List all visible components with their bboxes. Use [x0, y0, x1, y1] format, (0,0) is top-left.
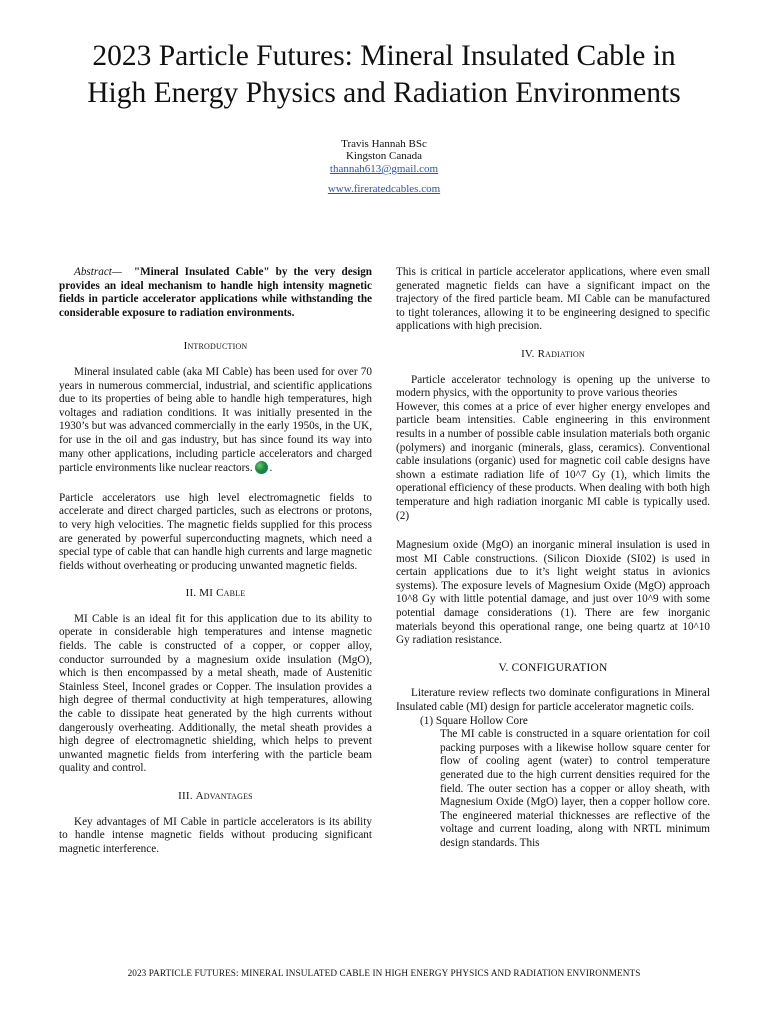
abstract-text: "Mineral Insulated Cable" by the very design provides an ideal mechanism to handle high intensity magnetic fields in particle accelerator applications while withstanding the considerable exposure to radiation environments. — [59, 266, 373, 319]
list-item-body: The MI cable is constructed in a square orientation for coil packing purposes with a likewise hollow square center for flow of cooling agent (water) to control temperature generated due to the high current densities required for the field. The outer section has a copper or alloy sheath, with Magnesium Oxide (MgO) layer, then a copper hollow core. The engineered material thicknesses are reflective of the voltage and current loading, along with NRTL minimum design standards. This — [440, 728, 710, 849]
right-intro-paragraph: This is critical in particle accelerator applications, where even small generated magnetic fields can have a significant impact on the trajectory of the fired particle beam. MI Cable can be manufactured to tight tolerances, allowing it to be engineering designed to specific applications with high precision. — [396, 266, 710, 333]
title-line-2: High Energy Physics and Radiation Environments — [87, 77, 681, 109]
title-line-1: 2023 Particle Futures: Mineral Insulated Cable in — [92, 40, 676, 72]
page-footer: 2023 PARTICLE FUTURES: MINERAL INSULATED CABLE IN HIGH ENERGY PHYSICS AND RADIATION ENVIRONMENTS — [127, 968, 641, 978]
radiation-paragraph-3: Magnesium oxide (MgO) an inorganic mineral insulation is used in most MI Cable constructions. (Silicon Dioxide (SI02) is used in certain applications due to it’s light weight status in avionics systems). The exposure levels of Magnesium Oxide (MgO) approach 10^8 Gy with little potential damage, and just over 10^9 with some potential damage considerations (1). There are few inorganic materials beyond this operational range, one being quartz at 10^10 Gy radiation resistance. — [396, 539, 710, 647]
mi-cable-paragraph: MI Cable is an ideal fit for this application due to its ability to operate in considerable high temperatures and intense magnetic fields. The cable is constructed of a copper, or copper alloy, conductor surrounded by a magnesium oxide insulation (MgO), which is then encompassed by a metal sheath, made of Austenitic Stainless Steel, Inconel grades or Copper. The insulation provides a high degree of thermal conductivity at high temperatures, allowing the cable to dissipate heat generated by the high currents without dangerously overheating. Additionally, the metal sheath provides a high degree of electromagnetic shielding, which helps to prevent unwanted magnetic fields from interfering with the particle beam quality and control. — [59, 612, 372, 775]
author-email-link[interactable]: thannah613@gmail.com — [329, 163, 439, 175]
author-name: Travis Hannah BSc — [341, 138, 427, 150]
configuration-heading: V. CONFIGURATION — [498, 661, 608, 674]
radiation-paragraph-2: However, this comes at a price of ever higher energy envelopes and particle beam intensities. Cable engineering in this environment results in a number of possible cable insulation materials both organic (polymers) and inorganic (minerals, glass, ceramics). Conventional cable insulations (organic) used for magnetic coil cable designs have shown a estimate radiation life of 10^7 Gy (1), which limits the operational efficiency of these products. When dealing with both high temperature and high radiation inorganic MI cable is typically used. (2) — [396, 400, 710, 522]
advantages-heading: III. Advantages — [178, 790, 253, 802]
globe-icon — [255, 461, 268, 474]
mi-cable-heading: II. MI Cable — [185, 587, 246, 600]
radiation-heading: IV. Radiation — [521, 347, 585, 360]
right-column — [396, 266, 710, 851]
introduction-heading: Introduction — [183, 340, 248, 353]
advantages-paragraph: Key advantages of MI Cable in particle accelerators is its ability to handle intense magnetic fields without producing significant magnetic interference. — [59, 815, 372, 855]
paper-title — [40, 38, 728, 112]
author-location: Kingston Canada — [345, 150, 423, 162]
introduction-paragraph-2: Particle accelerators use high level electromagnetic fields to accelerate and direct charged particles, such as electrons or protons, to very high velocities. The magnetic fields supplied for this process are generated by powerful superconducting magnets, which need a special type of cable that can handle high currents and large magnetic fields without overheating or producing unwanted magnetic fields. — [59, 491, 372, 572]
introduction-paragraph-1: Mineral insulated cable (aka MI Cable) has been used for over 70 years in numerous commercial, industrial, and scientific applications due to its properties of being able to handle high temperatures, high voltages and radiation conditions. It was initially presented in the 1930’s but was advanced commercially in the early 1950s, in the UK, for use in the oil and gas industry, but has since found its way into many other applications, including particle accelerators and charged particle environments like nuclear reactors. . — [59, 365, 372, 475]
abstract-lead: Abstract— — [74, 266, 122, 278]
list-item-label: (1) Square Hollow Core — [420, 714, 528, 727]
abstract — [59, 266, 372, 320]
author-website-link[interactable]: www.fireratedcables.com — [327, 183, 441, 195]
radiation-paragraph-1: Particle accelerator technology is opening up the universe to modern physics, with the opportunity to prove various theories — [396, 373, 710, 400]
left-column — [59, 266, 372, 856]
configuration-paragraph: Literature review reflects two dominate configurations in Mineral Insulated cable (MI) design for particle accelerator magnetic coils. — [396, 687, 710, 714]
